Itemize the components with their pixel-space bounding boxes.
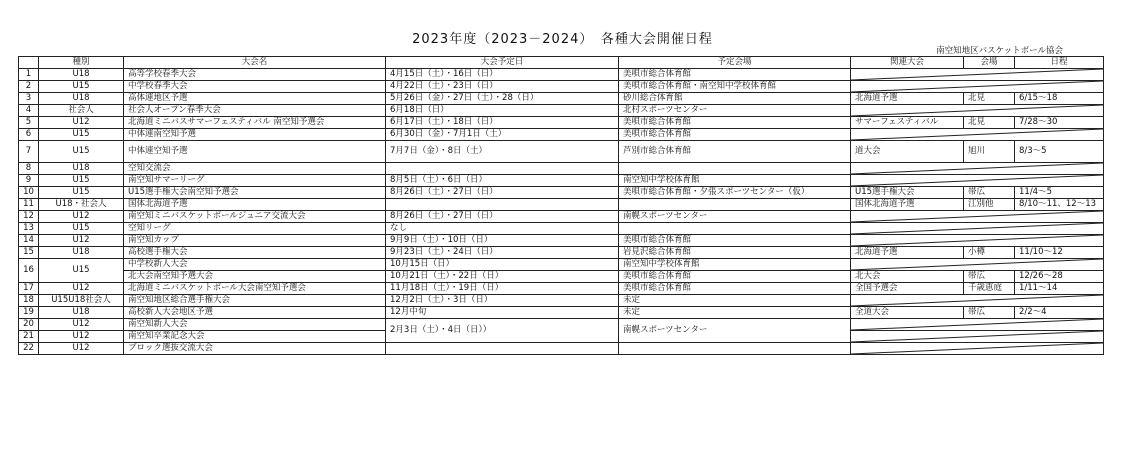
row-rel-empty [851,105,1104,117]
row-rel-date: 11/10～12 [1015,247,1104,259]
row-rel-date: 2/2～4 [1015,307,1104,319]
row-venue: 美唄市総合体育館 [619,129,851,141]
row-type: U15 [39,129,124,141]
row-name: 南空知卒業記念大会 [124,331,386,343]
row-venue: 南空知中学校体育館 [619,175,851,187]
row-number: 6 [19,129,39,141]
row-venue: 北村スポーツセンター [619,105,851,117]
row-number: 21 [19,331,39,343]
row-date: 7月7日（金）・8日（土） [386,141,619,163]
row-type: U18・社会人 [39,199,124,211]
row-venue [619,343,851,355]
row-name: U15選手権大会南空知予選会 [124,187,386,199]
header-row [19,57,1104,69]
row-type: U18 [39,163,124,175]
row-number: 16 [19,259,39,283]
row-venue: 南幌スポーツセンター [619,319,851,343]
row-number: 14 [19,235,39,247]
row-venue: 南幌スポーツセンター [619,211,851,223]
table-row [19,283,1104,295]
strike-line [851,259,1103,270]
table-row [19,129,1104,141]
table-row [19,105,1104,117]
row-number: 19 [19,307,39,319]
table-row [19,199,1104,211]
row-rel-empty [851,295,1104,307]
table-row [19,271,1104,283]
table-row [19,307,1104,319]
row-date: 6月18日（日） [386,105,619,117]
header-date: 大会予定日 [386,57,619,69]
row-venue: 美唄市総合体育館 [619,271,851,283]
row-name: 南空知新人大会 [124,319,386,331]
strike-line [851,343,1103,354]
row-venue: 美唄市総合体育館 [619,69,851,81]
row-date [386,343,619,355]
row-type: U15 [39,141,124,163]
row-number: 1 [19,69,39,81]
row-name: 南空知ミニバスケットボールジュニア交流大会 [124,211,386,223]
schedule-body [19,69,1104,355]
table-row [19,223,1104,235]
header-no [19,57,39,69]
header-rel-date: 日程 [1015,57,1104,69]
row-venue: 南空知中学校体育館 [619,259,851,271]
row-rel-name: 全道大会 [851,307,964,319]
row-name: 北大会南空知予選大会 [124,271,386,283]
row-type: U15 [39,259,124,283]
table-row [19,93,1104,105]
row-number: 20 [19,319,39,331]
row-type: U12 [39,343,124,355]
row-name: 空知リーグ [124,223,386,235]
row-rel-name: 道大会 [851,141,964,163]
row-name: ブロック選抜交流大会 [124,343,386,355]
row-date: 2月3日（土）・4日（日）） [386,319,619,343]
row-name: 中学校新人大会 [124,259,386,271]
row-name: 中学校春季大会 [124,81,386,93]
row-type: U12 [39,235,124,247]
row-number: 13 [19,223,39,235]
row-rel-empty [851,223,1104,235]
row-date: 11月18日（土）・19日（日） [386,283,619,295]
row-rel-empty [851,69,1104,81]
row-name: 国体北海道予選 [124,199,386,211]
row-type: U12 [39,117,124,129]
row-rel-venue: 北見 [964,117,1015,129]
row-name: 中体連空知予選 [124,141,386,163]
row-name: 社会人オープン春季大会 [124,105,386,117]
row-date: 6月17日（土）・18日（日） [386,117,619,129]
row-venue: 未定 [619,307,851,319]
row-rel-date: 1/11～14 [1015,283,1104,295]
row-rel-empty [851,259,1104,271]
table-row [19,235,1104,247]
row-venue: 美唄市総合体育館 [619,235,851,247]
row-venue [619,163,851,175]
row-rel-empty [851,235,1104,247]
row-name: 中体連南空知予選 [124,129,386,141]
row-rel-empty [851,175,1104,187]
row-rel-venue: 旭川 [964,141,1015,163]
row-number: 9 [19,175,39,187]
row-name: 高体連地区予選 [124,93,386,105]
row-date: 6月30日（金）・7月1日（土） [386,129,619,141]
row-rel-date: 12/26～28 [1015,271,1104,283]
organization-name: 南空知地区バスケットボール協会 [936,46,1063,56]
row-rel-empty [851,81,1104,93]
row-number: 10 [19,187,39,199]
row-number: 17 [19,283,39,295]
row-venue: 美唄市総合体育館・夕張スポーツセンター（仮） [619,187,851,199]
row-type: U15 [39,187,124,199]
row-number: 3 [19,93,39,105]
row-type: U12 [39,211,124,223]
row-date: 8月5日（土）・6日（日） [386,175,619,187]
row-date: 10月15日（日） [386,259,619,271]
strike-line [851,163,1103,174]
table-row [19,295,1104,307]
row-rel-name: U15選手権大会 [851,187,964,199]
strike-line [851,105,1103,116]
header-rel-name: 関連大会 [851,57,964,69]
row-type: U18 [39,247,124,259]
row-rel-name: 北大会 [851,271,964,283]
strike-line [851,129,1103,140]
row-type: U12 [39,331,124,343]
table-row [19,211,1104,223]
table-row [19,343,1104,355]
strike-line [851,81,1103,92]
table-row [19,247,1104,259]
row-date [386,163,619,175]
row-name: 高校新人大会地区予選 [124,307,386,319]
row-venue: 美唄市総合体育館 [619,117,851,129]
row-rel-date: 6/15～18 [1015,93,1104,105]
row-rel-empty [851,331,1104,343]
row-number: 12 [19,211,39,223]
row-date: 12月中旬 [386,307,619,319]
row-number: 8 [19,163,39,175]
row-type: U15U18社会人 [39,295,124,307]
row-rel-venue: 帯広 [964,307,1015,319]
row-venue [619,199,851,211]
table-row [19,69,1104,81]
row-number: 22 [19,343,39,355]
row-name: 北海道ミニバスサマーフェスティバル 南空知予選会 [124,117,386,129]
row-date: 12月2日（土）・3日（日） [386,295,619,307]
row-name: 南空知カップ [124,235,386,247]
row-date: 5月26日（金）・27日（土）・28（日） [386,93,619,105]
row-number: 7 [19,141,39,163]
row-type: U15 [39,81,124,93]
header-rel-venue: 会場 [964,57,1015,69]
row-venue: 美唄市総合体育館・南空知中学校体育館 [619,81,851,93]
strike-line [851,331,1103,342]
strike-line [851,319,1103,330]
strike-line [851,69,1103,80]
row-date: 9月9日（土）・10日（日） [386,235,619,247]
header-type: 種別 [39,57,124,69]
header-name: 大会名 [124,57,386,69]
strike-line [851,235,1103,246]
row-date: 8月26日（土）・27日（日） [386,211,619,223]
schedule-table [18,56,1104,355]
row-date: 8月26日（土）・27日（日） [386,187,619,199]
row-rel-venue: 千歳恵庭 [964,283,1015,295]
row-rel-date: 11/4～5 [1015,187,1104,199]
row-name: 南空知地区総合選手権大会 [124,295,386,307]
row-venue: 芦別市総合体育館 [619,141,851,163]
table-row [19,319,1104,331]
row-rel-name: サマーフェスティバル [851,117,964,129]
row-number: 2 [19,81,39,93]
row-date: 10月21日（土）・22日（日） [386,271,619,283]
row-venue: 岩見沢総合体育館 [619,247,851,259]
row-type: U15 [39,175,124,187]
row-venue: 砂川総合体育館 [619,93,851,105]
table-row [19,163,1104,175]
row-rel-name: 全国予選会 [851,283,964,295]
row-rel-venue: 小樽 [964,247,1015,259]
row-rel-name: 国体北海道予選 [851,199,964,211]
table-row [19,175,1104,187]
row-number: 15 [19,247,39,259]
table-row [19,187,1104,199]
row-date: 4月22日（土）・23日（日） [386,81,619,93]
row-type: U15 [39,223,124,235]
strike-line [851,295,1103,306]
table-row [19,259,1104,271]
row-rel-date: 7/28～30 [1015,117,1104,129]
row-venue: 未定 [619,295,851,307]
row-rel-name: 北海道予選 [851,247,964,259]
strike-line [851,223,1103,234]
table-row [19,141,1104,163]
row-type: U12 [39,319,124,331]
row-venue [619,223,851,235]
page-title: 2023年度（2023－2024） 各種大会開催日程 [412,32,713,47]
row-rel-venue: 帯広 [964,271,1015,283]
row-type: U18 [39,307,124,319]
row-rel-empty [851,319,1104,331]
row-number: 5 [19,117,39,129]
row-rel-empty [851,163,1104,175]
row-rel-name: 北海道予選 [851,93,964,105]
row-rel-date: 8/10～11、12～13 [1015,199,1104,211]
row-number: 11 [19,199,39,211]
row-date: なし [386,223,619,235]
row-number: 18 [19,295,39,307]
row-rel-empty [851,211,1104,223]
row-type: U12 [39,283,124,295]
row-venue: 美唄市総合体育館 [619,283,851,295]
row-date: 4月15日（土）・16日（日） [386,69,619,81]
header-venue: 予定会場 [619,57,851,69]
row-rel-venue: 北見 [964,93,1015,105]
row-type: U18 [39,69,124,81]
row-date [386,199,619,211]
row-date: 9月23日（土）・24日（日） [386,247,619,259]
row-rel-date: 8/3～5 [1015,141,1104,163]
strike-line [851,211,1103,222]
row-number: 4 [19,105,39,117]
strike-line [851,175,1103,186]
row-name: 北海道ミニバスケットボール大会南空知予選会 [124,283,386,295]
row-rel-empty [851,129,1104,141]
row-rel-venue: 帯広 [964,187,1015,199]
row-type: 社会人 [39,105,124,117]
table-row [19,81,1104,93]
row-rel-venue: 江別他 [964,199,1015,211]
row-type: U18 [39,93,124,105]
row-rel-empty [851,343,1104,355]
row-name: 高校選手権大会 [124,247,386,259]
row-name: 高等学校春季大会 [124,69,386,81]
table-row [19,117,1104,129]
row-name: 空知交流会 [124,163,386,175]
row-name: 南空知サマーリーグ [124,175,386,187]
